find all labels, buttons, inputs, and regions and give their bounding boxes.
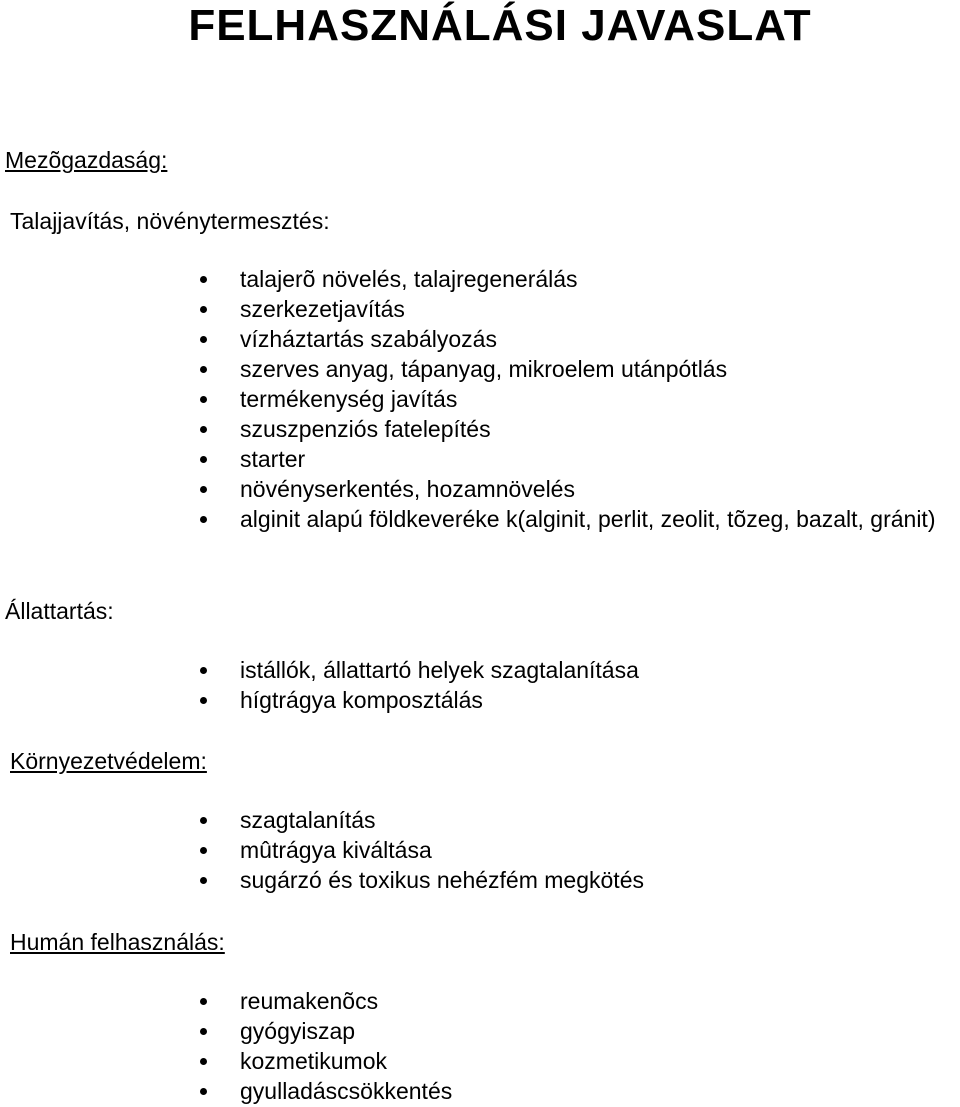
list-item bbox=[200, 294, 960, 324]
list-item-text: sugárzó és toxikus nehézfém megkötés bbox=[240, 867, 644, 893]
list-item bbox=[200, 685, 960, 715]
list-item-text: termékenység javítás bbox=[240, 386, 458, 412]
bullet-icon bbox=[200, 396, 207, 403]
kornyezetvedelem-list bbox=[200, 805, 960, 895]
list-item-text: istállók, állattartó helyek szagtalanítása bbox=[240, 657, 639, 683]
bullet-icon bbox=[200, 456, 207, 463]
section-heading-human: Humán felhasználás: bbox=[10, 929, 225, 955]
list-item bbox=[200, 1076, 960, 1106]
list-item-text: szuszpenziós fatelepítés bbox=[240, 416, 491, 442]
list-item-text: alginit alapú földkeveréke k(alginit, perlit, zeolit, tõzeg, bazalt, gránit) bbox=[240, 506, 936, 532]
list-item-text: talajerõ növelés, talajregenerálás bbox=[240, 266, 578, 292]
bullet-icon bbox=[200, 1028, 207, 1035]
bullet-icon bbox=[200, 486, 207, 493]
list-item bbox=[200, 264, 960, 294]
bullet-icon bbox=[200, 366, 207, 373]
bullet-icon bbox=[200, 1058, 207, 1065]
bullet-icon bbox=[200, 667, 207, 674]
bullet-icon bbox=[200, 697, 207, 704]
section-heading-mezogazdasag: Mezõgazdaság: bbox=[5, 147, 168, 173]
subsection-heading-talajjavitas: Talajjavítás, növénytermesztés: bbox=[10, 208, 330, 234]
list-item bbox=[200, 324, 960, 354]
bullet-icon bbox=[200, 877, 207, 884]
allattartas-list bbox=[200, 655, 960, 715]
list-item-text: növényserkentés, hozamnövelés bbox=[240, 476, 575, 502]
list-item bbox=[200, 414, 960, 444]
bullet-icon bbox=[200, 516, 207, 523]
human-list bbox=[200, 986, 960, 1106]
list-item-text: kozmetikumok bbox=[240, 1048, 387, 1074]
list-item bbox=[200, 805, 960, 835]
talajjavitas-list bbox=[200, 264, 960, 534]
list-item-text: gyógyiszap bbox=[240, 1018, 356, 1044]
list-item-text: starter bbox=[240, 446, 306, 472]
section-heading-allattartas: Állattartás: bbox=[5, 598, 114, 624]
bullet-icon bbox=[200, 1088, 207, 1095]
list-item bbox=[200, 1046, 960, 1076]
list-item bbox=[200, 1016, 960, 1046]
list-item-text: hígtrágya komposztálás bbox=[240, 687, 483, 713]
bullet-icon bbox=[200, 998, 207, 1005]
list-item bbox=[200, 474, 960, 504]
bullet-icon bbox=[200, 426, 207, 433]
list-item-text: vízháztartás szabályozás bbox=[240, 326, 497, 352]
list-item bbox=[200, 384, 960, 414]
bullet-icon bbox=[200, 336, 207, 343]
list-item-text: mûtrágya kiváltása bbox=[240, 837, 432, 863]
list-item bbox=[200, 444, 960, 474]
list-item-text: reumakenõcs bbox=[240, 988, 379, 1014]
bullet-icon bbox=[200, 847, 207, 854]
list-item bbox=[200, 504, 960, 534]
list-item-text: gyulladáscsökkentés bbox=[240, 1078, 453, 1104]
list-item bbox=[200, 835, 960, 865]
list-item-text: szerkezetjavítás bbox=[240, 296, 405, 322]
list-item-text: szerves anyag, tápanyag, mikroelem utánpótlás bbox=[240, 356, 728, 382]
bullet-icon bbox=[200, 306, 207, 313]
list-item bbox=[200, 865, 960, 895]
list-item bbox=[200, 354, 960, 384]
bullet-icon bbox=[200, 817, 207, 824]
list-item bbox=[200, 986, 960, 1016]
page-title: FELHASZNÁLÁSI JAVASLAT bbox=[188, 1, 812, 50]
list-item bbox=[200, 655, 960, 685]
bullet-icon bbox=[200, 276, 207, 283]
list-item-text: szagtalanítás bbox=[240, 807, 376, 833]
section-heading-kornyezetvedelem: Környezetvédelem: bbox=[10, 748, 207, 774]
